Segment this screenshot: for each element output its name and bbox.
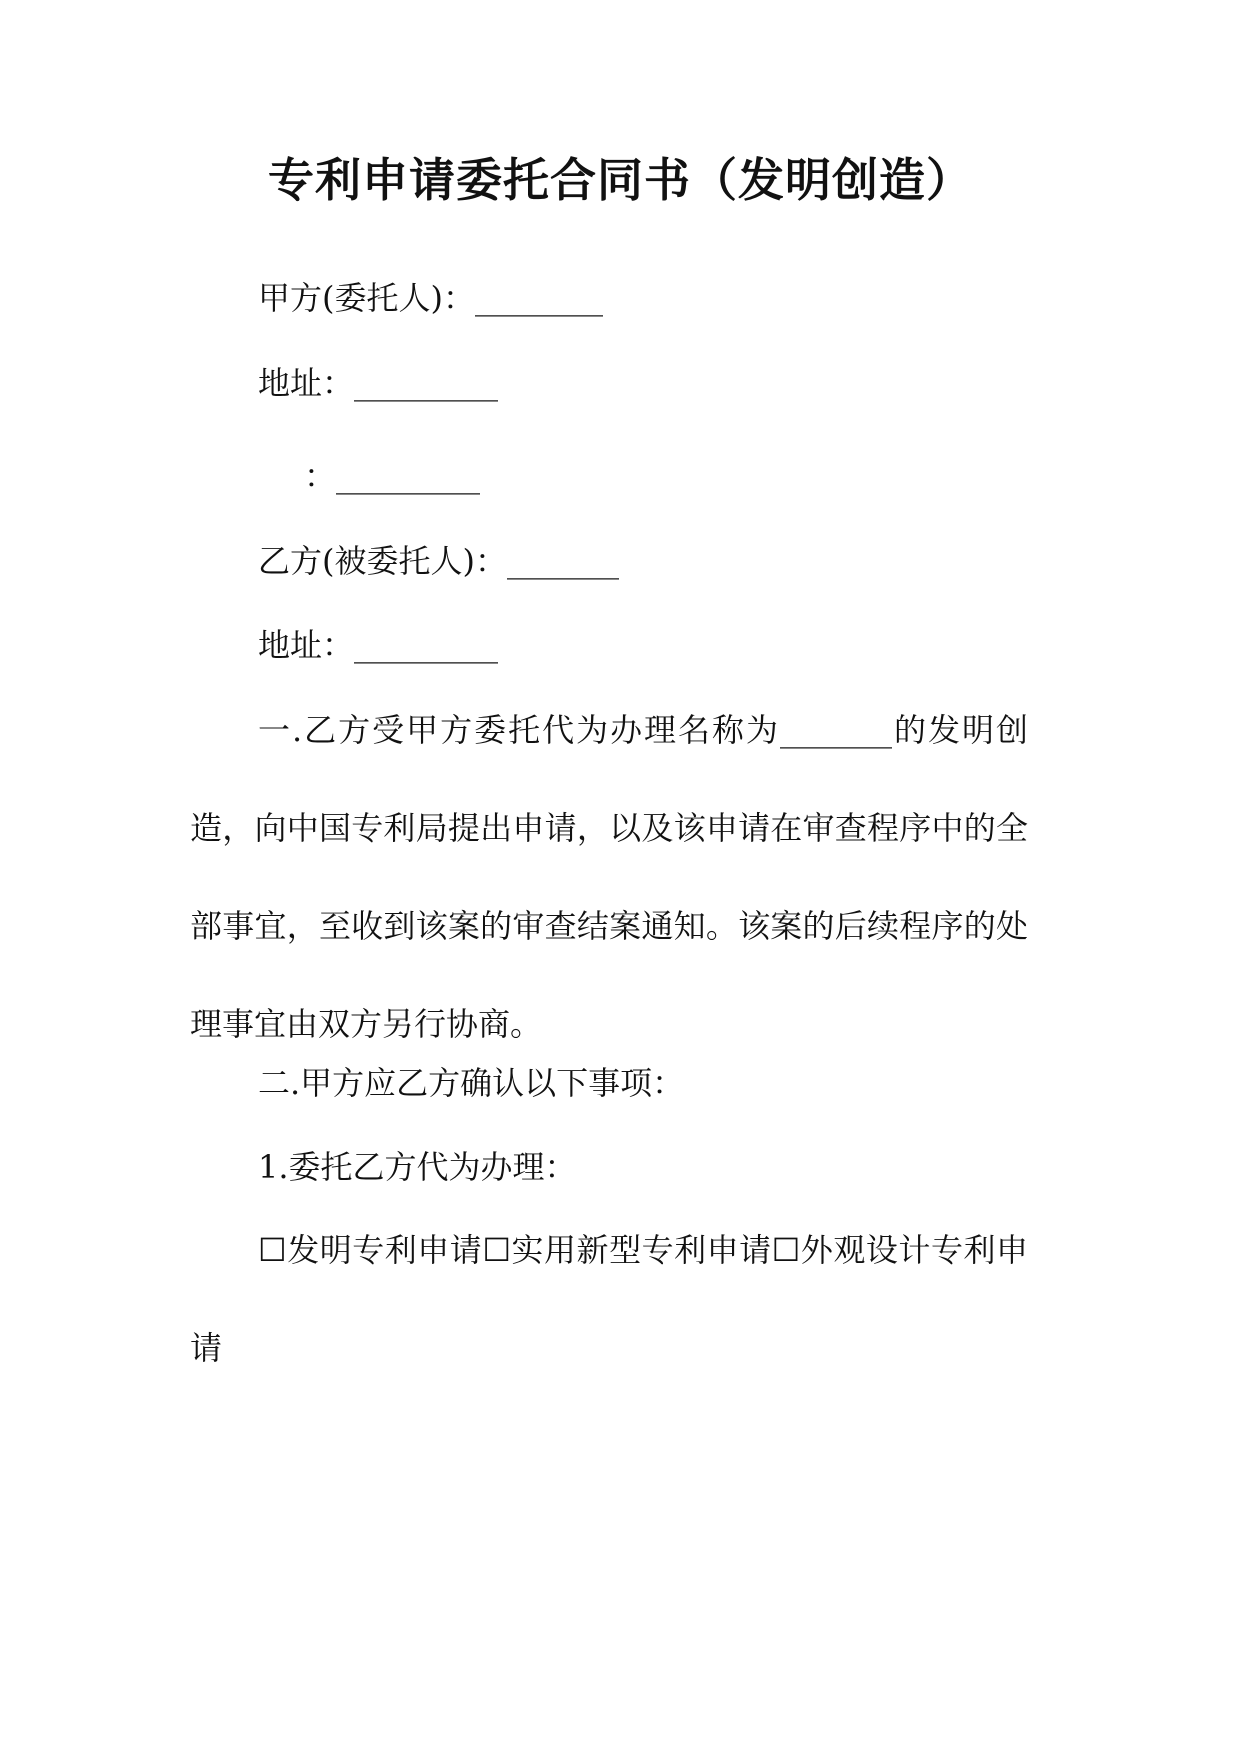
party-a-line: 甲方(委托人)：________ <box>258 279 603 317</box>
blank-field-line: ：_________ <box>304 457 481 495</box>
clause-2-line: 二.甲方应乙方确认以下事项： <box>258 1064 685 1102</box>
document-title: 专利申请委托合同书（发明创造） <box>268 153 973 207</box>
party-b-address-line: 地址：_________ <box>258 626 499 664</box>
clause-1-paragraph: 一.乙方受甲方委托代为办理名称为_______的发明创造，向中国专利局提出申请，以及该申请在审查程序中的全部事宜，至收到该案的审查结案通知。该案的后续程序的处理事宜由双方另行协商。 <box>190 711 1028 1043</box>
item-1-line: 1.委托乙方代为办理： <box>258 1148 577 1186</box>
party-a-address-line: 地址：_________ <box>258 364 499 402</box>
party-b-line: 乙方(被委托人)：_______ <box>258 542 619 580</box>
application-type-options: ☐发明专利申请☐实用新型专利申请☐外观设计专利申请 <box>190 1231 1028 1367</box>
